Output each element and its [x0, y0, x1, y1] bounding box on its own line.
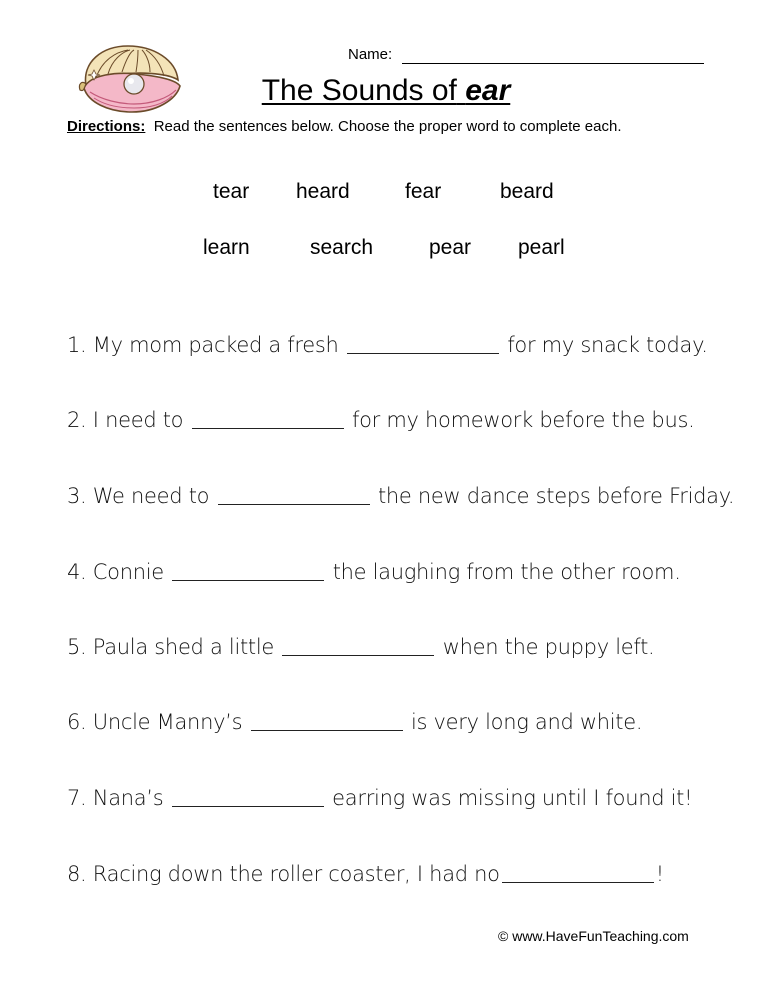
- name-field-line[interactable]: [402, 63, 704, 64]
- question-text-after: for my homework before the bus.: [352, 408, 695, 432]
- directions-text: Read the sentences below. Choose the proper word to complete each.: [153, 118, 622, 135]
- question-7: [67, 786, 692, 810]
- question-text-before: 1. My mom packed a fresh: [67, 333, 339, 357]
- word-bank-item: tear: [213, 180, 250, 203]
- question-3: [67, 484, 734, 508]
- question-text-after: is very long and white.: [411, 710, 643, 734]
- question-text-before: 4. Connie: [67, 560, 164, 584]
- question-text-before: 3. We need to: [67, 484, 210, 508]
- answer-blank[interactable]: [282, 654, 434, 656]
- question-text-before: 7. Nana’s: [67, 786, 164, 810]
- copyright-footer: © www.HaveFunTeaching.com: [498, 928, 689, 944]
- word-bank-item: beard: [500, 180, 554, 203]
- title-prefix: The Sounds of: [261, 74, 457, 107]
- question-2: [67, 408, 695, 432]
- question-text-after: !: [655, 862, 664, 886]
- question-6: [67, 710, 642, 734]
- answer-blank[interactable]: [192, 427, 344, 429]
- directions-label: Directions:: [67, 118, 146, 135]
- answer-blank[interactable]: [172, 579, 324, 581]
- answer-blank[interactable]: [172, 805, 324, 807]
- name-label: Name:: [348, 46, 393, 63]
- question-1: [67, 333, 708, 357]
- answer-blank[interactable]: [347, 352, 499, 354]
- answer-blank[interactable]: [502, 881, 654, 883]
- answer-blank[interactable]: [218, 503, 370, 505]
- question-text-after: the laughing from the other room.: [332, 560, 681, 584]
- word-bank-item: pearl: [518, 236, 565, 259]
- title-emphasis: ear: [465, 74, 511, 107]
- word-bank-item: heard: [296, 180, 350, 203]
- question-text-after: when the puppy left.: [442, 635, 655, 659]
- page-title: [0, 74, 772, 108]
- question-4: [67, 560, 681, 584]
- question-8: [67, 862, 664, 886]
- directions: [67, 118, 622, 135]
- question-text-before: 5. Paula shed a little: [67, 635, 274, 659]
- question-text-before: 2. I need to: [67, 408, 184, 432]
- question-text-after: earring was missing until I found it!: [332, 786, 693, 810]
- word-bank-item: learn: [203, 236, 250, 259]
- question-5: [67, 635, 654, 659]
- word-bank-item: search: [310, 236, 374, 259]
- question-text-after: for my snack today.: [507, 333, 708, 357]
- question-text-before: 6. Uncle Manny’s: [67, 710, 243, 734]
- word-bank-item: pear: [429, 236, 472, 259]
- question-text-before: 8. Racing down the roller coaster, I had no: [67, 862, 500, 886]
- question-text-after: the new dance steps before Friday.: [377, 484, 735, 508]
- answer-blank[interactable]: [251, 729, 403, 731]
- word-bank-item: fear: [405, 180, 442, 203]
